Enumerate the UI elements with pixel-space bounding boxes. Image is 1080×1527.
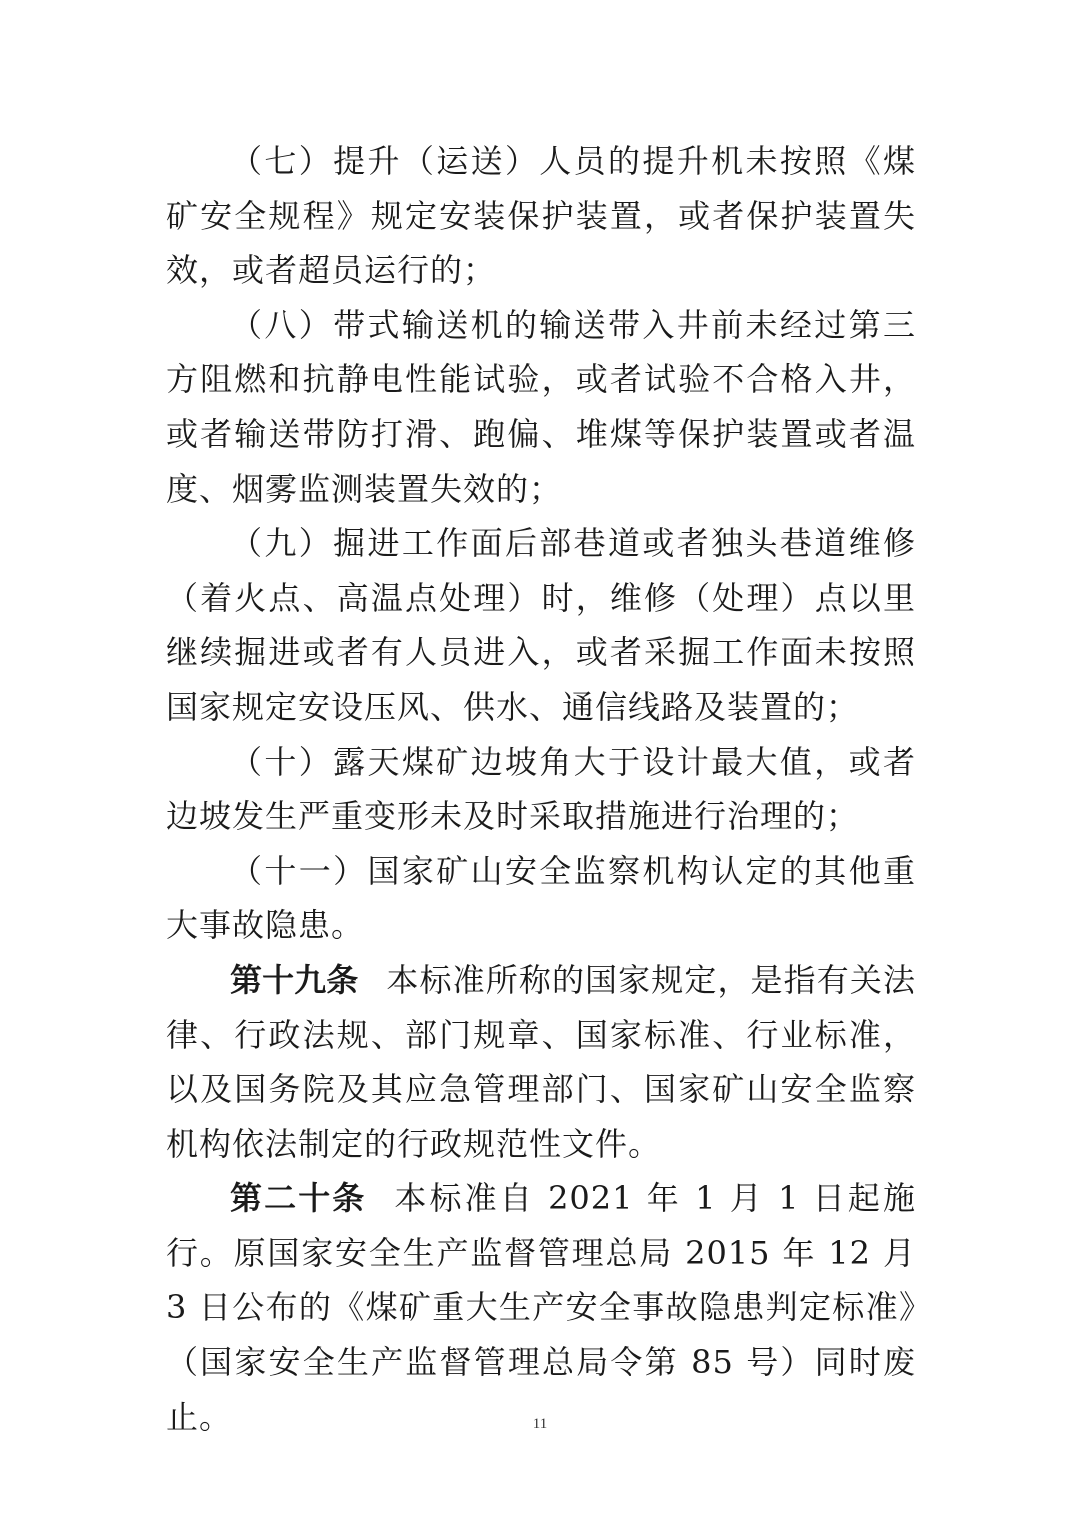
clause-item-10: （十）露天煤矿边坡角大于设计最大值，或者边坡发生严重变形未及时采取措施进行治理的；: [166, 742, 916, 836]
clause-item-11: （十一）国家矿山安全监察机构认定的其他重大事故隐患。: [166, 851, 916, 945]
clause-item-7: （七）提升（运送）人员的提升机未按照《煤矿安全规程》规定安装保护装置，或者保护装置失效，或者超员运行的；: [166, 142, 916, 290]
clause-item-8: （八）带式输送机的输送带入井前未经过第三方阻燃和抗静电性能试验，或者试验不合格入井，或者输送带防打滑、跑偏、堆煤等保护装置或者温度、烟雾监测装置失效的；: [166, 305, 916, 508]
page-number: 11: [532, 1416, 548, 1432]
document-body: [166, 134, 916, 1444]
article-19-text: 本标准所称的国家规定，是指有关法律、行政法规、部门规章、国家标准、行业标准，以及国务院及其应急管理部门、国家矿山安全监察机构依法制定的行政规范性文件。: [166, 960, 916, 1163]
article-19-heading: 第十九条: [230, 960, 359, 999]
article-19: [166, 953, 916, 1171]
clause-item-9: （九）掘进工作面后部巷道或者独头巷道维修（着火点、高温点处理）时，维修（处理）点以里继续掘进或者有人员进入，或者采掘工作面未按照国家规定安设压风、供水、通信线路及装置的；: [166, 524, 916, 726]
article-20-heading: 第二十条: [230, 1179, 367, 1218]
article-20: [166, 1171, 916, 1444]
article-20-text: 本标准自 2021 年 1 月 1 日起施行。原国家安全生产监督管理总局 2015 年 12 月 3 日公布的《煤矿重大生产安全事故隐患判定标准》（国家安全生产监督管理总局令第 85 号）同时废止。: [166, 1179, 916, 1436]
